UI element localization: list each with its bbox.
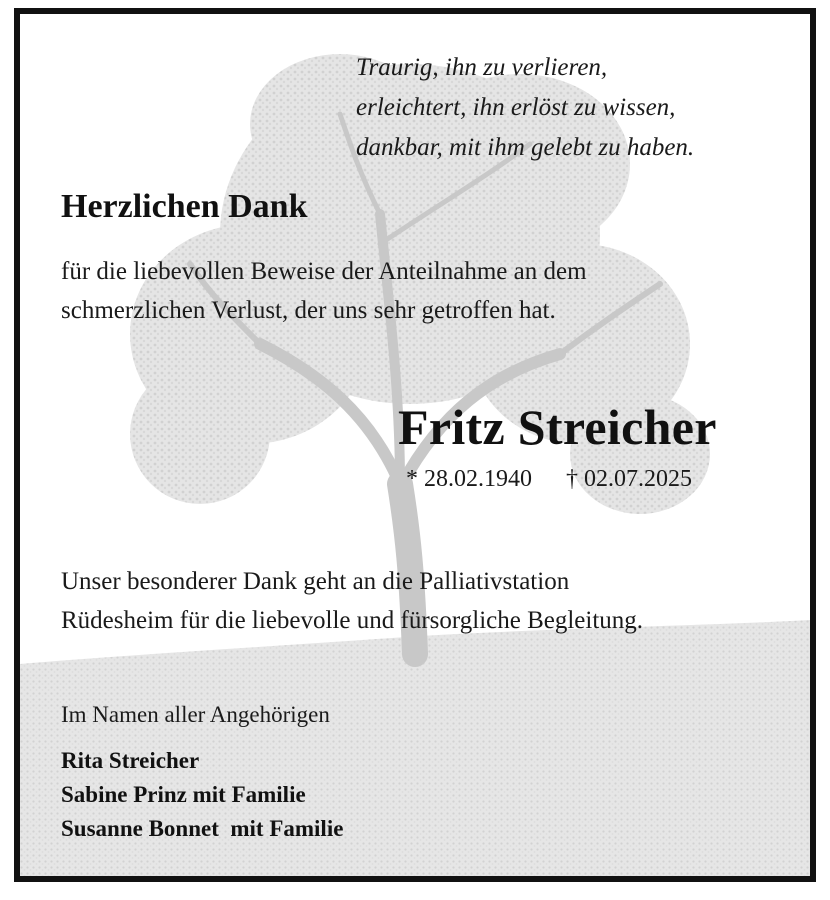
signer-name: Sabine Prinz mit Familie xyxy=(61,782,306,807)
intro-line: für die liebevollen Beweise der Anteilnahme an dem xyxy=(61,258,587,285)
heading: Herzlichen Dank xyxy=(61,188,308,225)
poem-line: erleichtert, ihn erlöst zu wissen, xyxy=(356,94,676,121)
thanks-line: Unser besonderer Dank geht an die Palliativstation xyxy=(61,568,570,595)
poem xyxy=(356,48,694,168)
thanks-line: Rüdesheim für die liebevolle und fürsorgliche Begleitung. xyxy=(61,607,644,634)
thanks-paragraph xyxy=(61,562,643,640)
signature-intro: Im Namen aller Angehörigen xyxy=(61,702,330,727)
birth-date: * 28.02.1940 xyxy=(406,466,532,492)
intro-line: schmerzlichen Verlust, der uns sehr getroffen hat. xyxy=(61,297,556,324)
poem-line: dankbar, mit ihm gelebt zu haben. xyxy=(356,134,695,161)
signer-name: Susanne Bonnet mit Familie xyxy=(61,816,344,841)
signer-name: Rita Streicher xyxy=(61,748,200,773)
intro-paragraph xyxy=(61,252,587,330)
poem-line: Traurig, ihn zu verlieren, xyxy=(356,54,608,81)
deceased-name: Fritz Streicher xyxy=(398,399,717,455)
death-date: † 02.07.2025 xyxy=(566,466,692,492)
life-dates xyxy=(406,466,692,493)
obituary-card xyxy=(14,8,816,882)
signers-list xyxy=(61,744,343,846)
